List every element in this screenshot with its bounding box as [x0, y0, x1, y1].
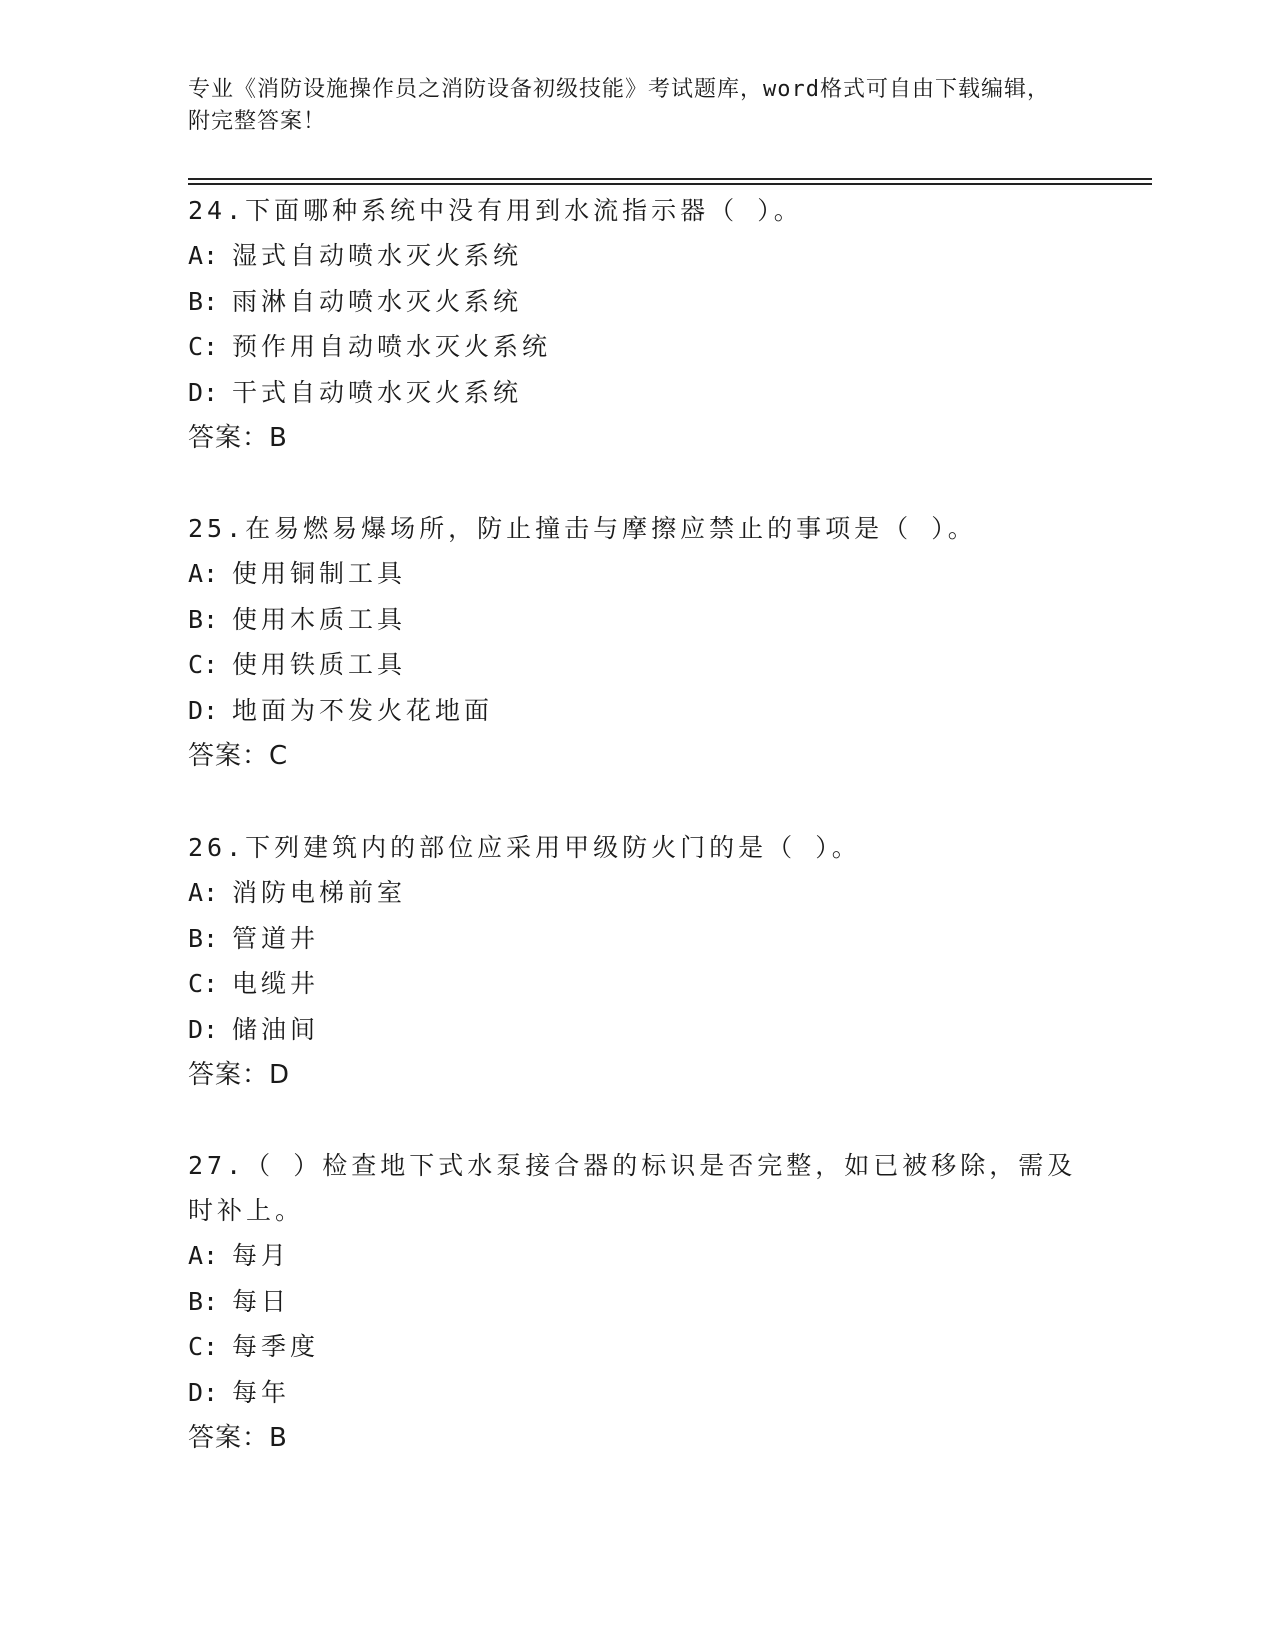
option-d: [188, 688, 1088, 734]
option-text: 储油间: [232, 1014, 320, 1044]
option-c: [188, 324, 1088, 370]
option-a: [188, 870, 1088, 916]
option-list: [188, 233, 1088, 415]
header-divider-bottom: [188, 183, 1152, 185]
option-text: 消防电梯前室: [232, 878, 407, 907]
option-letter: C:: [188, 1332, 219, 1361]
option-text: 湿式自动喷水灭火系统: [232, 241, 523, 270]
option-text: 雨淋自动喷水灭火系统: [232, 286, 523, 316]
question-26: [188, 825, 1088, 1098]
option-letter: A:: [188, 241, 219, 270]
option-text: 每日: [232, 1286, 291, 1316]
option-text: 每月: [232, 1241, 291, 1270]
option-letter: D:: [188, 1377, 219, 1407]
question-24: [188, 188, 1088, 461]
option-d: [188, 1370, 1088, 1416]
option-d: [188, 370, 1088, 416]
option-a: [188, 1233, 1088, 1279]
option-b: [188, 916, 1088, 962]
option-list: [188, 1233, 1088, 1415]
option-letter: C:: [188, 650, 219, 679]
question-27: [188, 1143, 1088, 1461]
option-text: 每年: [232, 1377, 291, 1407]
option-b: [188, 279, 1088, 325]
option-text: 使用铁质工具: [232, 650, 407, 679]
option-text: 每季度: [232, 1332, 320, 1361]
question-stem: 24.下面哪种系统中没有用到水流指示器（ ）。: [188, 196, 803, 225]
option-letter: D:: [188, 377, 219, 407]
option-text: 管道井: [232, 923, 320, 953]
question-stem: 27.（ ）检查地下式水泵接合器的标识是否完整，如已被移除，需及时补上。: [188, 1151, 1077, 1225]
option-text: 地面为不发火花地面: [232, 695, 494, 725]
option-letter: A:: [188, 559, 219, 588]
option-c: [188, 642, 1088, 688]
option-list: [188, 551, 1088, 733]
option-letter: C:: [188, 969, 219, 998]
option-letter: C:: [188, 332, 219, 361]
option-text: 预作用自动喷水灭火系统: [232, 332, 552, 361]
answer-line: 答案：C: [188, 741, 289, 771]
question-stem: 25.在易燃易爆场所，防止撞击与摩擦应禁止的事项是（ ）。: [188, 514, 977, 543]
answer-line: 答案：B: [188, 423, 288, 453]
answer-line: 答案：D: [188, 1060, 291, 1090]
option-letter: B:: [188, 1286, 219, 1316]
question-stem: 26.下列建筑内的部位应采用甲级防火门的是（ ）。: [188, 833, 861, 862]
option-text: 使用铜制工具: [232, 559, 407, 588]
option-letter: B:: [188, 923, 219, 953]
document-header: 专业《消防设施操作员之消防设备初级技能》考试题库，word格式可自由下载编辑，附完整答案！: [188, 77, 1050, 134]
option-letter: D:: [188, 1014, 219, 1044]
option-a: [188, 233, 1088, 279]
answer-line: 答案：B: [188, 1423, 288, 1453]
option-text: 使用木质工具: [232, 604, 407, 634]
option-letter: B:: [188, 286, 219, 316]
option-b: [188, 597, 1088, 643]
question-25: [188, 506, 1088, 779]
option-letter: A:: [188, 878, 219, 907]
option-text: 干式自动喷水灭火系统: [232, 377, 523, 407]
header-divider-top: [188, 178, 1152, 180]
option-d: [188, 1007, 1088, 1053]
option-letter: B:: [188, 604, 219, 634]
option-list: [188, 870, 1088, 1052]
option-text: 电缆井: [232, 969, 320, 998]
option-b: [188, 1279, 1088, 1325]
option-a: [188, 551, 1088, 597]
option-letter: D:: [188, 695, 219, 725]
option-c: [188, 961, 1088, 1007]
option-c: [188, 1324, 1088, 1370]
option-letter: A:: [188, 1241, 219, 1270]
